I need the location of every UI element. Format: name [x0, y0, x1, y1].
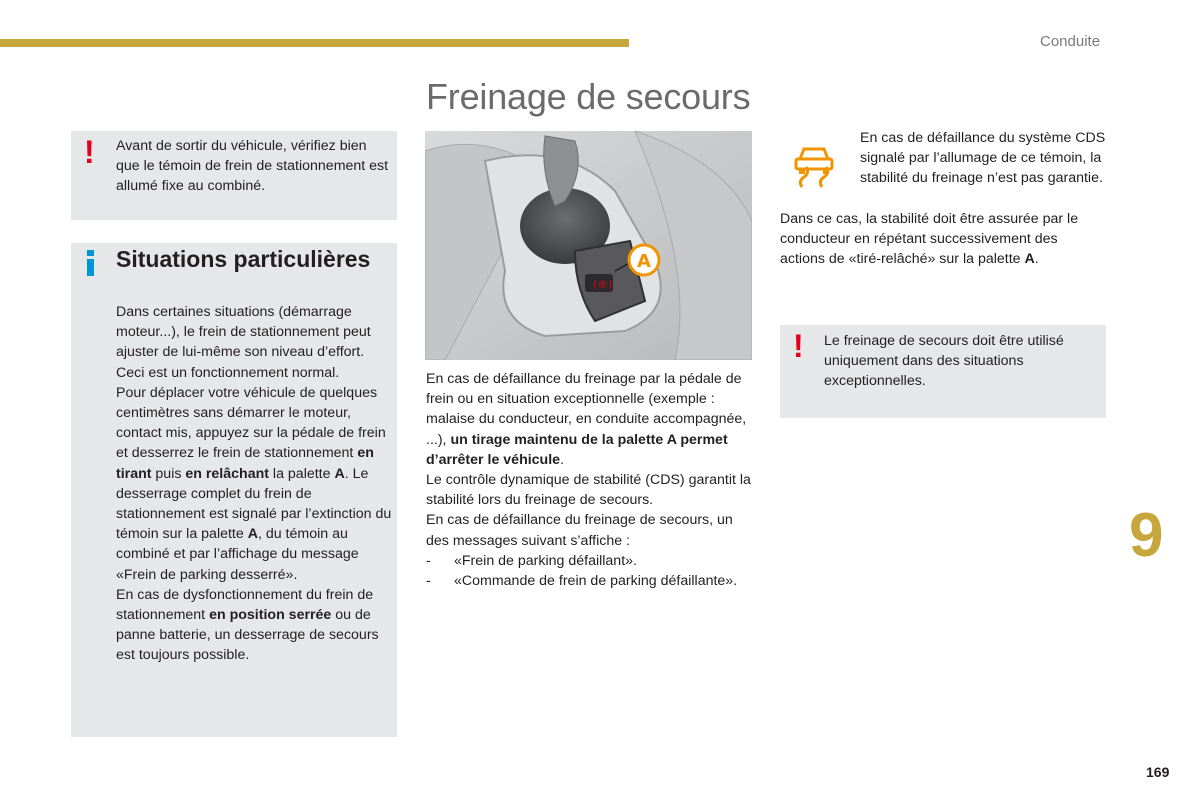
list-item: - «Frein de parking défaillant». [426, 552, 637, 569]
skidding-car-icon [790, 143, 838, 189]
exclamation-icon: ! [793, 328, 804, 364]
message-list [426, 551, 752, 591]
middle-column [426, 369, 752, 591]
parking-brake-illustration [425, 131, 752, 360]
exclamation-icon: ! [84, 134, 95, 170]
middle-paragraph: Le contrôle dynamique de stabilité (CDS) garantit la stabilité lors du freinage de secours. [426, 472, 751, 509]
warning-text-right: Le freinage de secours doit être utilisé uniquement dans des situations exceptionnelles. [824, 333, 1064, 390]
middle-paragraph: En cas de défaillance du freinage par la pédale de frein ou en situation exceptionnelle (exemple : malaise du conducteur, en conduite accompagnée, ...), un tirage maintenu de la palette A permet d’arrêter le véhicule. [426, 371, 747, 468]
chapter-number: 9 [1129, 501, 1164, 570]
section-label: Conduite [1040, 33, 1101, 50]
middle-paragraph: En cas de défaillance du freinage de secours, un des messages suivant s’affiche : [426, 512, 733, 549]
info-heading: Situations particulières [116, 246, 371, 272]
page-number: 169 [1146, 764, 1170, 780]
info-icon [86, 250, 96, 276]
header-accent-bar [0, 39, 629, 47]
callout-label: A [637, 251, 651, 272]
info-paragraph: Dans certaines situations (démarrage moteur...), le frein de stationnement peut ajuster de lui-même son niveau d’effort. Ceci est un fonctionnement normal. [116, 304, 371, 381]
info-body [116, 302, 392, 666]
list-item: - «Commande de frein de parking défaillante». [426, 573, 738, 590]
cds-text: En cas de défaillance du système CDS signalé par l’allumage de ce témoin, la stabilité du freinage n’est pas garantie. [860, 130, 1106, 187]
info-paragraph: En cas de dysfonctionnement du frein de stationnement en position serrée ou de panne batterie, un desserrage de secours est toujours possible. [116, 586, 379, 664]
warning-text: Avant de sortir du véhicule, vérifiez bien que le témoin de frein de stationnement est allumé fixe au combiné. [116, 138, 389, 195]
svg-text:(®): (®) [593, 278, 613, 291]
info-paragraph: Pour déplacer votre véhicule de quelques centimètres sans démarrer le moteur, contact mis, appuyez sur la pédale de frein et desserrez le frein de stationnement en tirant puis en relâchant la palette A. Le desserrage complet du frein de stationnement est signalé par l’extinction du témoin sur la palette A, du témoin au combiné et par l’affichage du message «Frein de parking desserré». [116, 384, 392, 583]
page-title: Freinage de secours [426, 76, 751, 117]
right-paragraph: Dans ce cas, la stabilité doit être assurée par le conducteur en répétant successivement des actions de «tiré-relâché» sur la palette A. [780, 211, 1079, 268]
